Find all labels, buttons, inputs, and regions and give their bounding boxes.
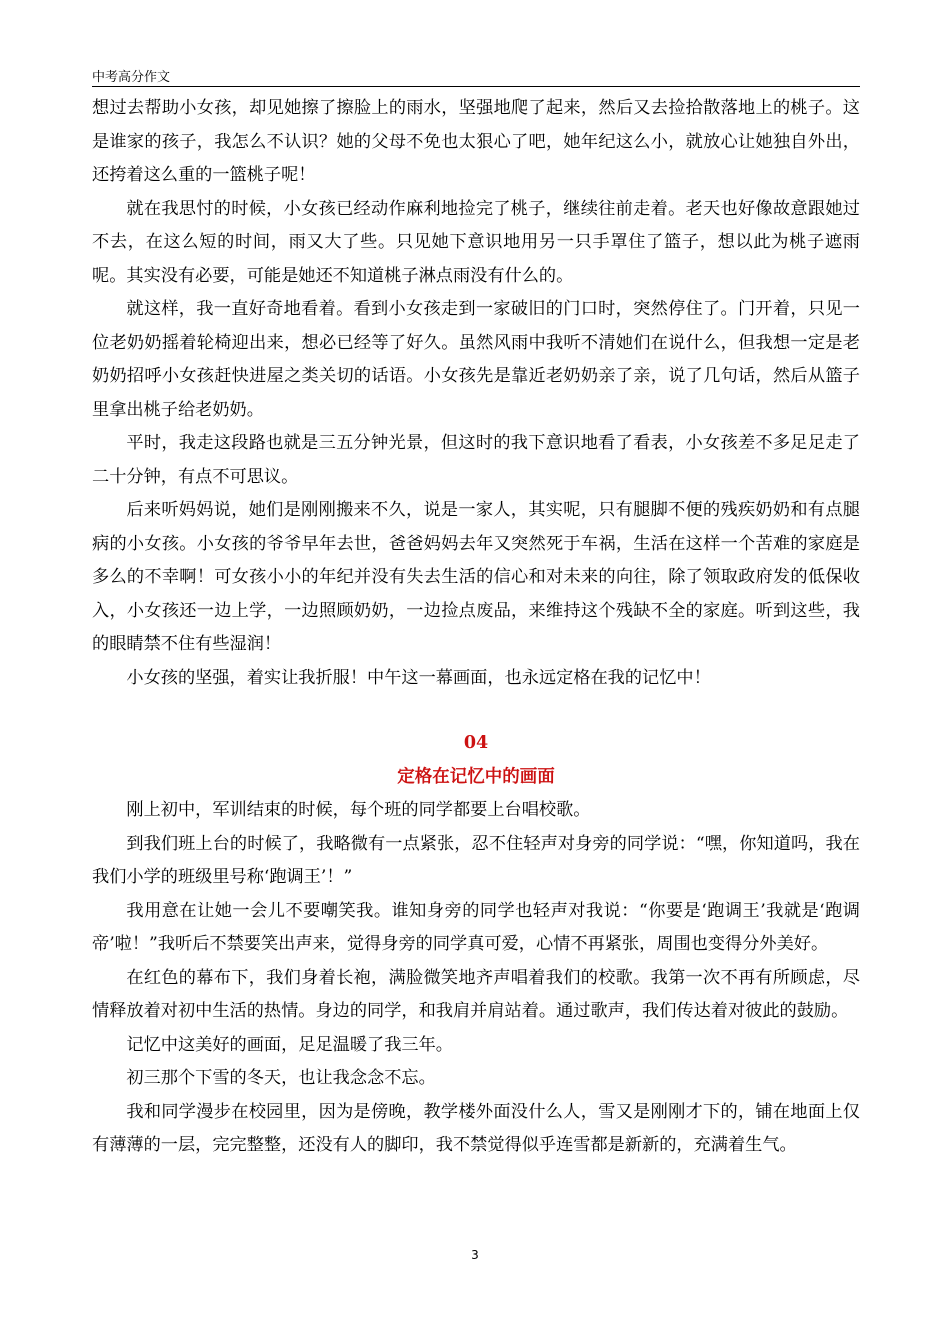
- paragraph: 初三那个下雪的冬天，也让我念念不忘。: [126, 1068, 436, 1088]
- paragraph: 我和同学漫步在校园里，因为是傍晚，教学楼外面没什么人，雪又是刚刚才下的，铺在地面上仅有薄薄的一层，完完整整，还没有人的脚印，我不禁觉得似乎连雪都是新新的，充满着生气。: [92, 1101, 860, 1155]
- page-number: 3: [471, 1248, 479, 1262]
- paragraph: 记忆中这美好的画面，足足温暖了我三年。: [126, 1034, 453, 1055]
- section-spacer: [92, 695, 860, 727]
- section-title: 定格在记忆中的画面: [397, 766, 555, 787]
- paragraph: 就在我思忖的时候，小女孩已经动作麻利地捡完了桃子，继续往前走着。老天也好像故意跟她过不去，在这么短的时间，雨又大了些。只见她下意识地用另一只手罩住了篮子，想以此为桃子遮雨呢。其实没有必要，可能是她还不知道桃子淋点雨没有什么的。: [92, 198, 860, 286]
- paragraph: 到我们班上台的时候了，我略微有一点紧张，忍不住轻声对身旁的同学说：“嘿，你知道吗，我在我们小学的班级里号称‘跑调王’！”: [92, 833, 860, 887]
- paragraph: 在红色的幕布下，我们身着长袍，满脸微笑地齐声唱着我们的校歌。我第一次不再有所顾虑，尽情释放着对初中生活的热情。身边的同学，和我肩并肩站着。通过歌声，我们传达着对彼此的鼓励。: [92, 967, 860, 1021]
- paragraph: 刚上初中，军训结束的时候，每个班的同学都要上台唱校歌。: [126, 800, 591, 820]
- paragraph: 小女孩的坚强，着实让我折服！中午这一幕画面，也永远定格在我的记忆中！: [126, 667, 711, 688]
- paragraph: 后来听妈妈说，她们是刚刚搬来不久，说是一家人，其实呢，只有腿脚不便的残疾奶奶和有点腿病的小女孩。小女孩的爷爷早年去世，爸爸妈妈去年又突然死于车祸，生活在这样一个苦难的家庭是多么的不幸啊！可女孩小小的年纪并没有失去生活的信心和对未来的向往，除了领取政府发的低保收入，小女孩还一边上学，一边照顾奶奶，一边捡点废品，来维持这个残缺不全的家庭。听到这些，我的眼睛禁不住有些湿润！: [92, 500, 860, 654]
- body-text: [92, 92, 860, 1163]
- paragraph: 平时，我走这段路也就是三五分钟光景，但这时的我下意识地看了看表，小女孩差不多足足走了二十分钟，有点不可思议。: [92, 433, 860, 487]
- paragraph: 我用意在让她一会儿不要嘲笑我。谁知身旁的同学也轻声对我说：“你要是‘跑调王’我就是‘跑调帝’啦！”我听后不禁要笑出声来，觉得身旁的同学真可爱，心情不再紧张，周围也变得分外美好。: [92, 900, 860, 954]
- paragraph: 想过去帮助小女孩，却见她擦了擦脸上的雨水，坚强地爬了起来，然后又去捡拾散落地上的桃子。这是谁家的孩子，我怎么不认识？她的父母不免也太狠心了吧，她年纪这么小，就放心让她独自外出，还挎着这么重的一篮桃子呢！: [92, 98, 860, 185]
- paragraph: 就这样，我一直好奇地看着。看到小女孩走到一家破旧的门口时，突然停住了。门开着，只见一位老奶奶摇着轮椅迎出来，想必已经等了好久。虽然风雨中我听不清她们在说什么，但我想一定是老奶奶招呼小女孩赶快进屋之类关切的话语。小女孩先是靠近老奶奶亲了亲，说了几句话，然后从篮子里拿出桃子给老奶奶。: [92, 299, 860, 420]
- header-divider: [92, 86, 860, 87]
- section-number: 04: [463, 733, 489, 753]
- running-header: 中考高分作文: [92, 70, 171, 85]
